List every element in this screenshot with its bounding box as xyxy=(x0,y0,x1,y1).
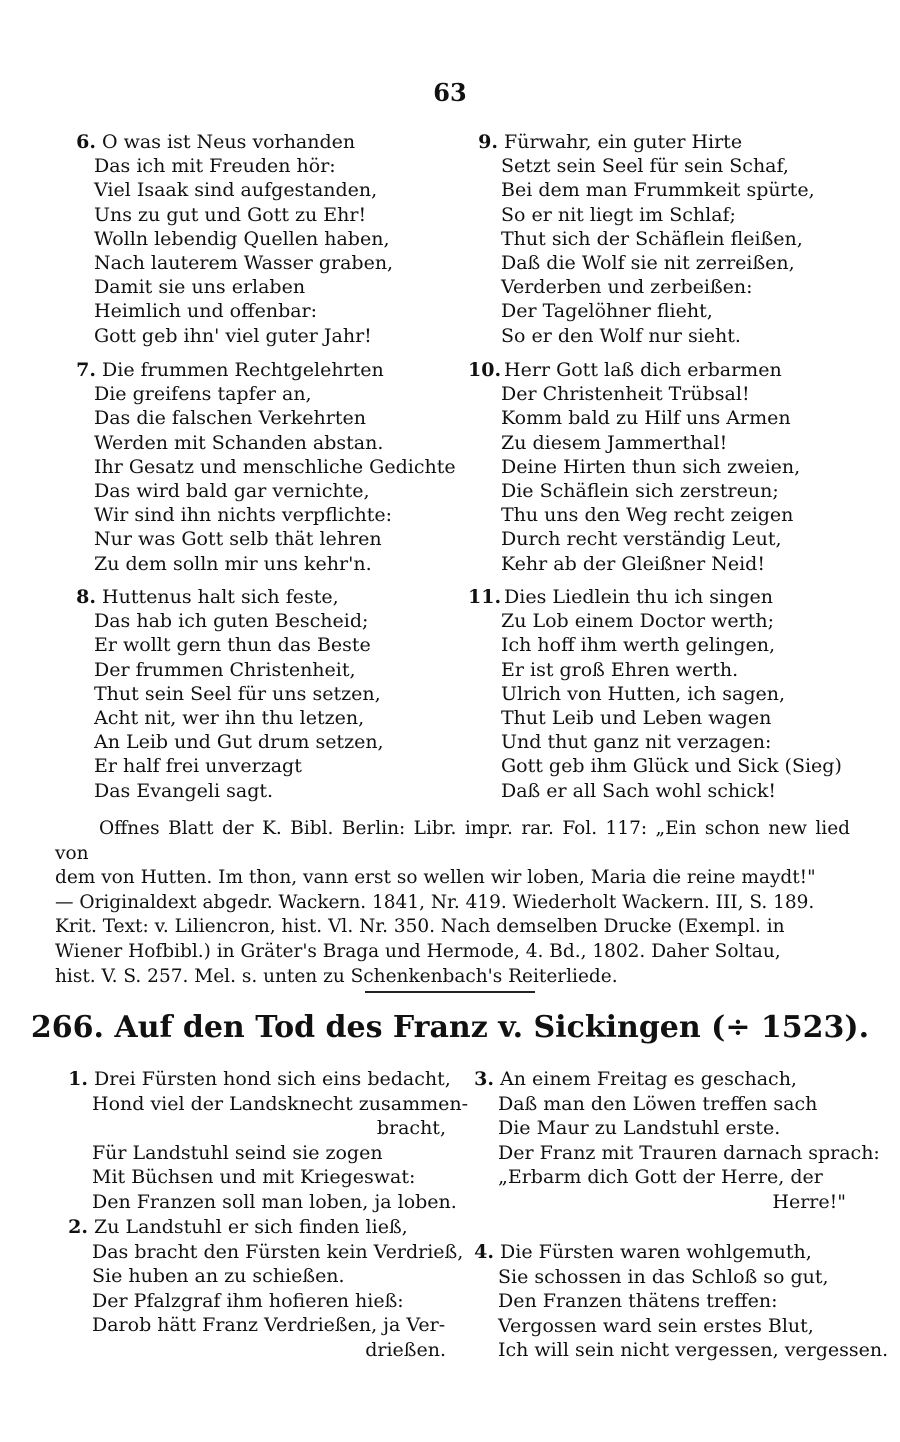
stanza-10 xyxy=(468,358,800,576)
verse-line: Nach lauterem Wasser graben, xyxy=(94,252,394,275)
verse-line: Damit sie uns erlaben xyxy=(94,276,306,299)
verse-line: Ich hoff ihm werth gelingen, xyxy=(501,634,775,657)
verse-line: Den Franzen soll man loben, ja loben. xyxy=(92,1190,457,1213)
stanza-number: 7. xyxy=(76,359,96,381)
stanza-3 xyxy=(474,1067,880,1214)
verse-line: Thu uns den Weg recht zeigen xyxy=(501,504,794,527)
stanza-number: 10. xyxy=(468,359,502,381)
verse-line: Das die falschen Verkehrten xyxy=(94,407,366,430)
verse-line: Den Franzen thätens treffen: xyxy=(498,1290,778,1312)
verse-line: Deine Hirten thun sich zweien, xyxy=(501,455,801,478)
verse-line: Mit Büchsen und mit Kriegeswat: xyxy=(92,1166,416,1188)
song-title: 266. Auf den Tod des Franz v. Sickingen (÷ 1523). xyxy=(30,1010,870,1045)
verse-line: Die Maur zu Landstuhl erste. xyxy=(498,1117,781,1139)
verse-line: Durch recht verständig Leut, xyxy=(501,528,782,551)
verse-line: Bei dem man Frummkeit spürte, xyxy=(501,179,815,202)
verse-line: Das bracht den Fürsten kein Verdrieß, xyxy=(92,1240,464,1263)
note-line: hist. V. S. 257. Mel. s. unten zu Schenkenbach's Reiterliede. xyxy=(55,965,618,987)
stanza-1 xyxy=(68,1067,469,1214)
verse-line: Zu Landstuhl er sich finden ließ, xyxy=(94,1216,408,1238)
stanza-number: 2. xyxy=(68,1216,88,1238)
verse-line: Das wird bald gar vernichte, xyxy=(94,480,370,503)
verse-line: Kehr ab der Gleißner Neid! xyxy=(501,552,765,575)
verse-line: Ihr Gesatz und menschliche Gedichte xyxy=(94,455,456,478)
stanza-number: 8. xyxy=(76,586,96,608)
note-line: dem von Hutten. Im thon, vann erst so wellen wir loben, Maria die reine maydt!" xyxy=(55,867,816,889)
verse-line: An einem Freitag es geschach, xyxy=(500,1068,797,1090)
verse-line: Nur was Gott selb thät lehren xyxy=(94,528,382,551)
verse-line: Thut sein Seel für uns setzen, xyxy=(94,682,381,705)
verse-line: Dies Liedlein thu ich singen xyxy=(504,586,774,608)
verse-line: Viel Isaak sind aufgestanden, xyxy=(94,179,378,202)
verse-line: Setzt sein Seel für sein Schaf, xyxy=(501,155,789,178)
verse-line: Wolln lebendig Quellen haben, xyxy=(94,227,390,250)
verse-line: Vergossen ward sein erstes Blut, xyxy=(498,1314,814,1337)
stanza-4 xyxy=(474,1240,889,1363)
verse-line: Die Fürsten waren wohlgemuth, xyxy=(500,1241,812,1263)
verse-line: Der Pfalzgraf ihm hofieren hieß: xyxy=(92,1289,404,1312)
stanza-number: 11. xyxy=(468,586,502,608)
verse-line: Verderben und zerbeißen: xyxy=(501,276,753,299)
note-line: Offnes Blatt der K. Bibl. Berlin: Libr. impr. rar. Fol. 117: „Ein schon new lied von xyxy=(55,818,850,864)
note-line: Krit. Text: v. Liliencron, hist. Vl. Nr. 350. Nach demselben Drucke (Exempl. in xyxy=(55,916,785,938)
verse-line: Uns zu gut und Gott zu Ehr! xyxy=(94,203,367,226)
verse-line: Gott geb ihm Glück und Sick (Sieg) xyxy=(501,755,842,778)
stanza-6 xyxy=(72,130,393,348)
stanza-8 xyxy=(72,585,384,803)
verse-line: O was ist Neus vorhanden xyxy=(102,131,356,153)
verse-line: Die greifens tapfer an, xyxy=(94,383,312,406)
verse-line: Er ist groß Ehren werth. xyxy=(501,658,739,681)
verse-line: Er half frei unverzagt xyxy=(94,755,302,778)
verse-line: Das Evangeli sagt. xyxy=(94,779,274,802)
verse-line: So er nit liegt im Schlaf; xyxy=(501,203,736,226)
stanza-number: 9. xyxy=(478,131,498,153)
verse-line: Heimlich und offenbar: xyxy=(94,300,318,323)
section-divider xyxy=(365,991,535,993)
stanza-2 xyxy=(68,1215,464,1362)
verse-line: Zu diesem Jammerthal! xyxy=(501,431,728,454)
stanza-number: 1. xyxy=(68,1068,88,1090)
verse-line: Daß man den Löwen treffen sach xyxy=(498,1092,818,1115)
verse-line: Hond viel der Landsknecht zusammen- xyxy=(92,1092,469,1115)
verse-line: Der Christenheit Trübsal! xyxy=(501,383,750,406)
verse-line: Die Schäflein sich zerstreun; xyxy=(501,480,779,503)
verse-line-tail: bracht, xyxy=(376,1117,446,1139)
verse-line: Sie huben an zu schießen. xyxy=(92,1265,345,1287)
verse-line: Werden mit Schanden abstan. xyxy=(94,431,384,454)
verse-line: Daß die Wolf sie nit zerreißen, xyxy=(501,252,795,275)
verse-line: Der Franz mit Trauren darnach sprach: xyxy=(498,1141,880,1164)
verse-line-tail: Herre!" xyxy=(772,1190,846,1213)
verse-line: Er wollt gern thun das Beste xyxy=(94,634,371,657)
verse-line: Der frummen Christenheit, xyxy=(94,658,356,681)
verse-line: Daß er all Sach wohl schick! xyxy=(501,779,776,802)
verse-line: Herr Gott laß dich erbarmen xyxy=(504,359,782,381)
note-line: — Originaldext abgedr. Wackern. 1841, Nr. 419. Wiederholt Wackern. III, S. 189. xyxy=(55,891,815,913)
stanza-number: 4. xyxy=(474,1241,494,1263)
verse-line: An Leib und Gut drum setzen, xyxy=(94,731,384,754)
stanza-7 xyxy=(72,358,456,576)
stanza-11 xyxy=(468,585,842,803)
verse-line: Und thut ganz nit verzagen: xyxy=(501,731,772,754)
verse-line: Thut Leib und Leben wagen xyxy=(501,707,772,730)
stanza-number: 3. xyxy=(474,1068,494,1090)
verse-line: Wir sind ihn nichts verpflichte: xyxy=(94,504,392,527)
verse-line: Die frummen Rechtgelehrten xyxy=(102,359,384,381)
verse-line: Das hab ich guten Bescheid; xyxy=(94,610,369,633)
verse-line: Acht nit, wer ihn thu letzen, xyxy=(94,707,365,730)
verse-line: Fürwahr, ein guter Hirte xyxy=(504,131,743,153)
note-line: Wiener Hofbibl.) in Gräter's Braga und Hermode, 4. Bd., 1802. Daher Soltau, xyxy=(55,940,781,962)
verse-line: „Erbarm dich Gott der Herre, der xyxy=(498,1166,823,1188)
bibliographic-note xyxy=(55,817,850,989)
verse-line: Gott geb ihn' viel guter Jahr! xyxy=(94,324,372,347)
stanza-9 xyxy=(468,130,815,348)
verse-line: Darob hätt Franz Verdrießen, ja Ver- xyxy=(92,1314,446,1336)
verse-line: Sie schossen in das Schloß so gut, xyxy=(498,1265,829,1288)
page-number: 63 xyxy=(433,78,467,107)
verse-line: Für Landstuhl seind sie zogen xyxy=(92,1141,383,1164)
verse-line: Ulrich von Hutten, ich sagen, xyxy=(501,682,786,705)
verse-line: Ich will sein nicht vergessen, vergessen. xyxy=(498,1339,889,1361)
verse-line: Huttenus halt sich feste, xyxy=(102,586,339,608)
verse-line: Zu Lob einem Doctor werth; xyxy=(501,610,774,633)
verse-line: Drei Fürsten hond sich eins bedacht, xyxy=(94,1068,451,1090)
verse-line: Das ich mit Freuden hör: xyxy=(94,155,336,178)
stanza-number: 6. xyxy=(76,131,96,153)
verse-line: Der Tagelöhner flieht, xyxy=(501,300,713,323)
verse-line: Zu dem solln mir uns kehr'n. xyxy=(94,552,372,575)
verse-line-tail: drießen. xyxy=(365,1338,446,1361)
verse-line: Thut sich der Schäflein fleißen, xyxy=(501,227,803,250)
verse-line: Komm bald zu Hilf uns Armen xyxy=(501,407,791,430)
verse-line: So er den Wolf nur sieht. xyxy=(501,324,741,347)
